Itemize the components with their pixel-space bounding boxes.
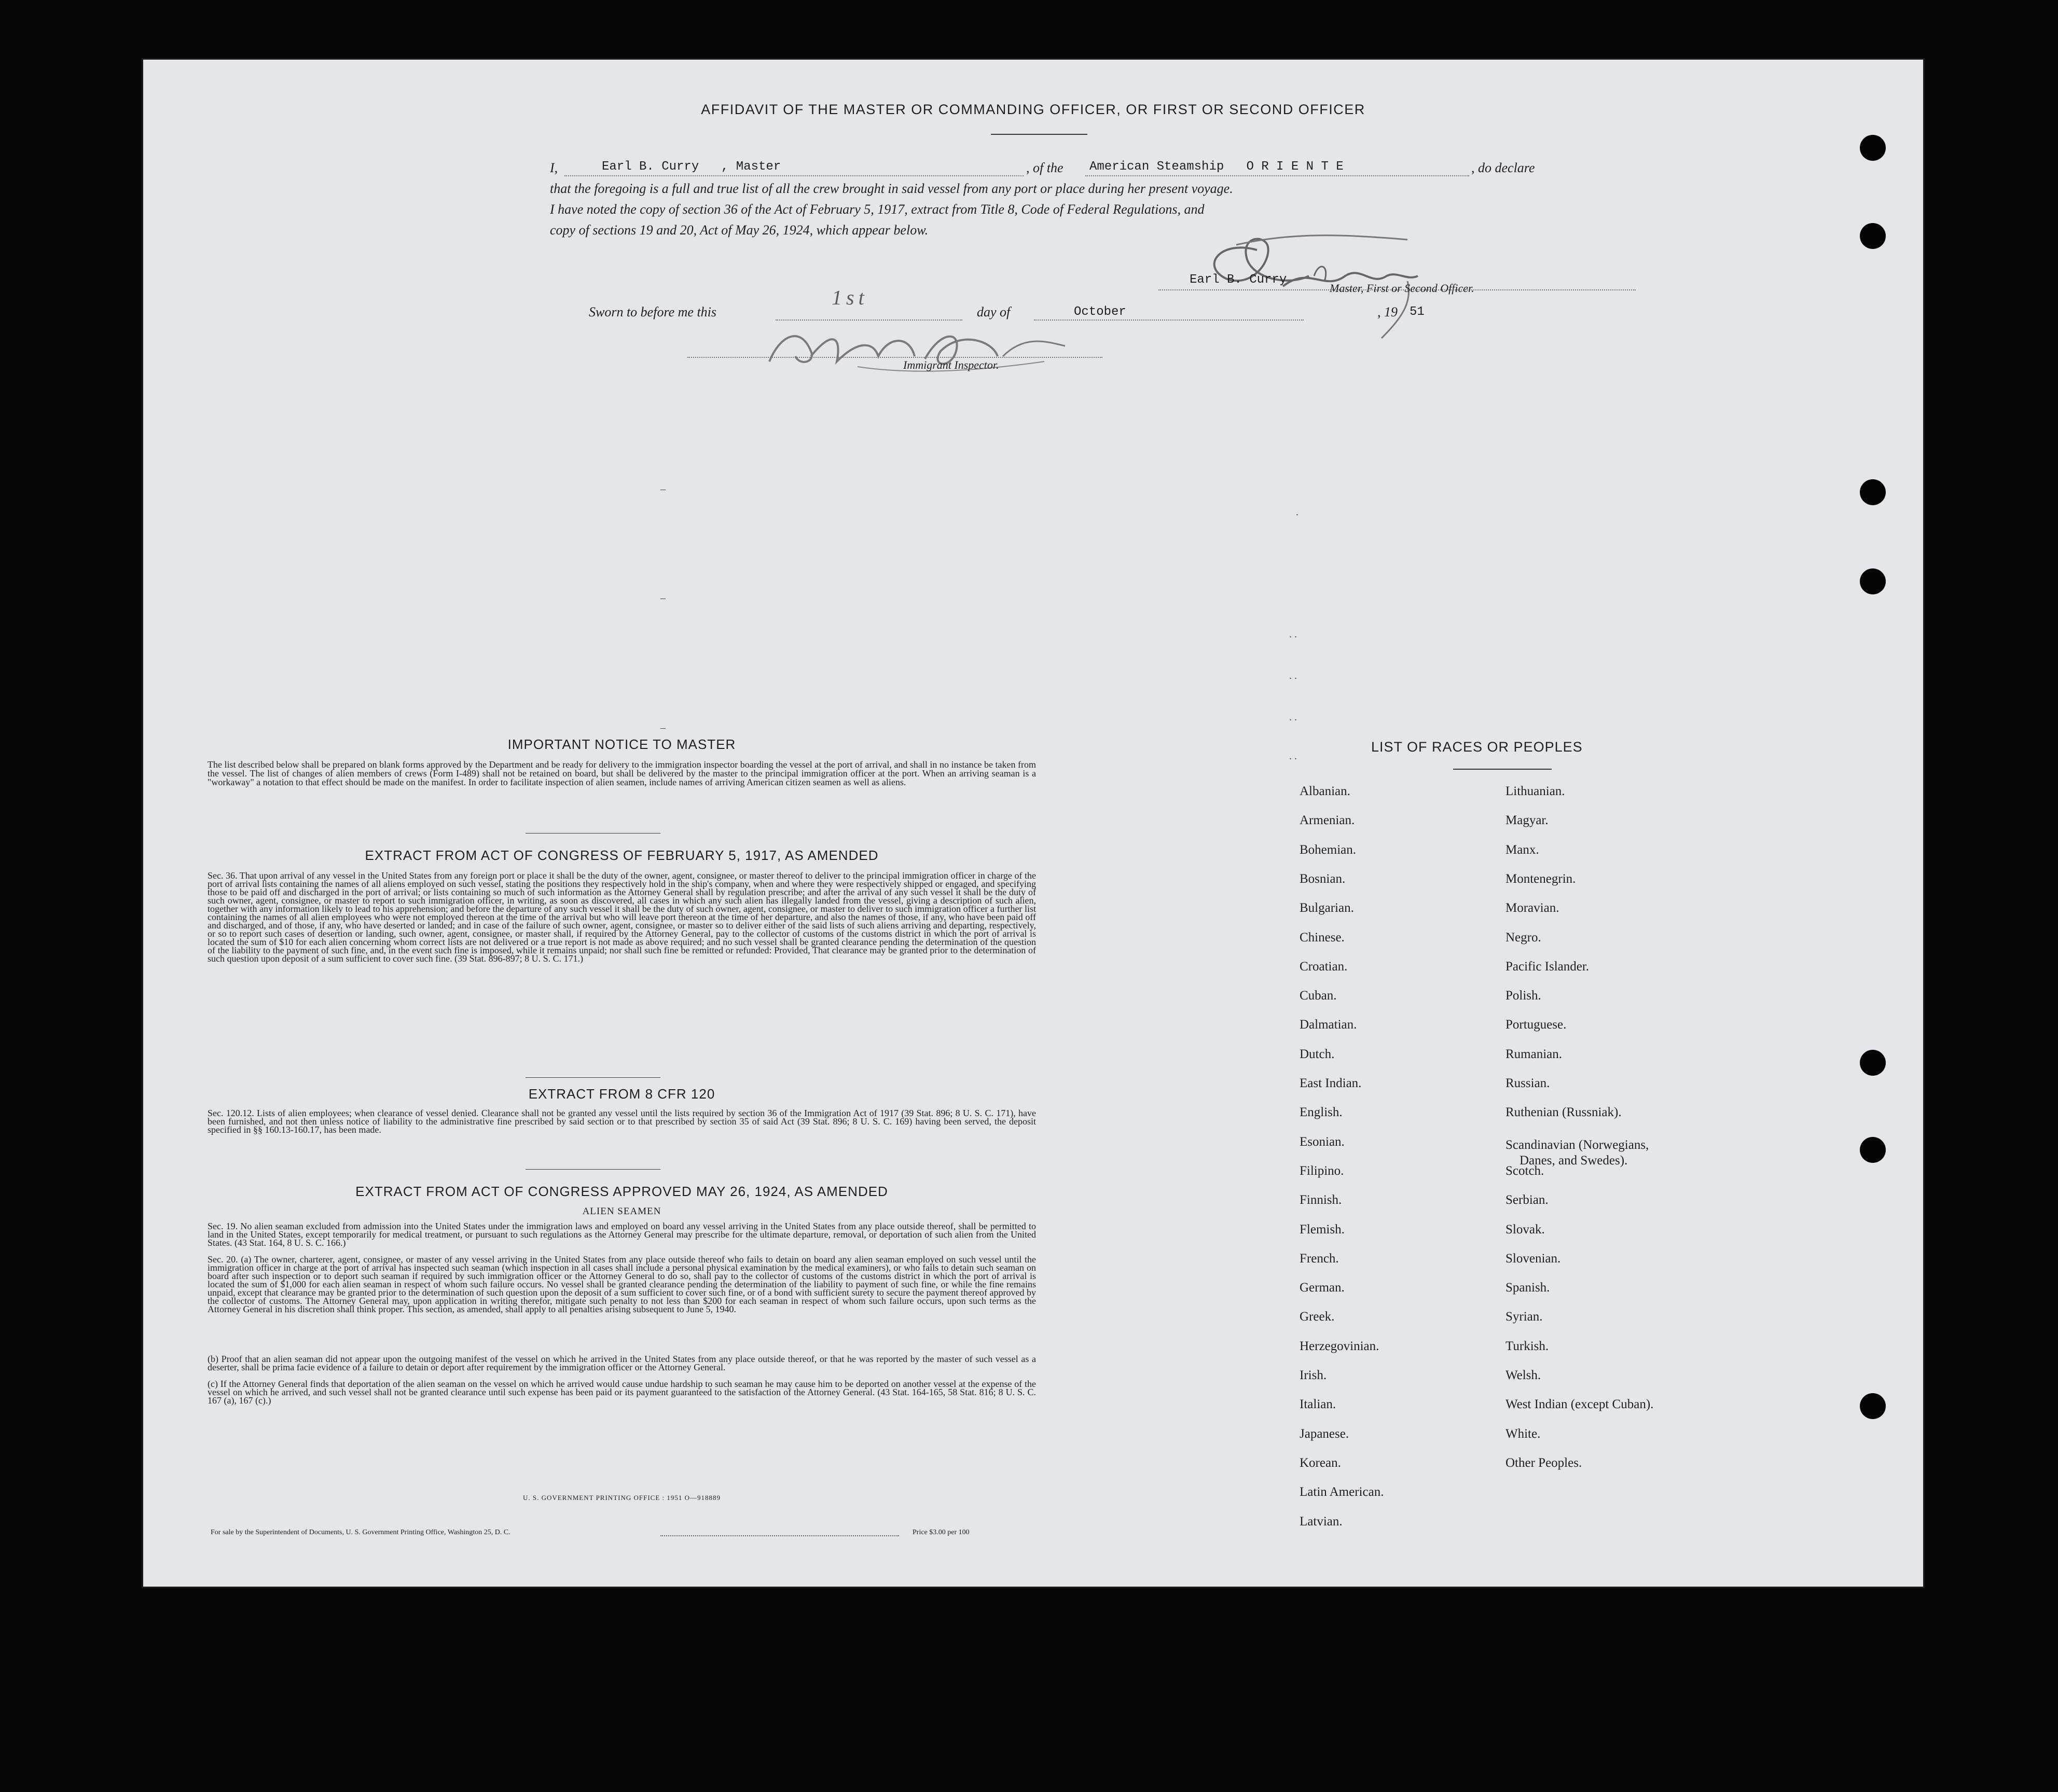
- vessel-name: American Steamship O R I E N T E: [1089, 160, 1344, 174]
- stray-mark: –: [660, 722, 666, 733]
- extract-1917-title: EXTRACT FROM ACT OF CONGRESS OF FEBRUARY 5, 1917, AS AMENDED: [365, 848, 879, 863]
- race-item: Dalmatian.: [1300, 1018, 1357, 1032]
- affidavit-i: I,: [550, 160, 558, 175]
- notice-body: The list described below shall be prepared on blank forms approved by the Department and be ready for delivery to the immigration inspector boarding the vessel at the port of arrival, and shall in no instance be taken from the vessel. The list of changes of alien members of crews (Form I-489) shall not be retained on board, but shall be delivered by the master to the principal immigration officer at the port. When an arriving seaman is a "workaway" a notation to that effect should be made on the manifest. In order to facilitate inspection of alien seamen, include names of arriving American citizen seamen as well as aliens.: [208, 760, 1036, 787]
- race-item: Welsh.: [1505, 1368, 1541, 1382]
- inspector-line: [687, 357, 1102, 358]
- race-item: Albanian.: [1300, 784, 1350, 798]
- affidavit-line-3: I have noted the copy of section 36 of the Act of February 5, 1917, extract from Title 8, Code of Federal Regulations, and: [550, 202, 1205, 217]
- race-item: Pacific Islander.: [1505, 959, 1590, 974]
- name-underline: [564, 175, 1024, 176]
- punch-hole: [1860, 479, 1886, 505]
- extract-1924-sec20b: (b) Proof that an alien seaman did not appear upon the outgoing manifest of the vessel on which he arrived in the United States from any place outside thereof, or that he was reported by the master of such vessel as a deserter, shall be prima facie evidence of a failure to detain or deport after requirement by the immigration officer or the Attorney General.: [208, 1355, 1036, 1372]
- sworn-prefix: Sworn to before me this: [589, 304, 717, 319]
- extract-1924-subtitle: ALIEN SEAMEN: [582, 1206, 661, 1217]
- race-item: Dutch.: [1300, 1047, 1335, 1061]
- punch-hole: [1860, 568, 1886, 594]
- race-item: Slovak.: [1505, 1222, 1545, 1237]
- punch-hole: [1860, 1137, 1886, 1163]
- race-item: Magyar.: [1505, 813, 1549, 828]
- sworn-day: 1st: [832, 286, 868, 309]
- stray-mark: . .: [1289, 712, 1297, 723]
- race-item: Bohemian.: [1300, 842, 1357, 857]
- extract-cfr-title: EXTRACT FROM 8 CFR 120: [528, 1086, 715, 1102]
- printing-office-line: U. S. GOVERNMENT PRINTING OFFICE : 1951 O—918889: [522, 1494, 721, 1502]
- race-item: White.: [1505, 1426, 1541, 1441]
- race-item: Bosnian.: [1300, 871, 1346, 886]
- race-item: Chinese.: [1300, 930, 1345, 944]
- stray-mark: –: [660, 592, 666, 604]
- race-item: Latvian.: [1300, 1514, 1343, 1529]
- footer-price: Price $3.00 per 100: [913, 1529, 970, 1536]
- race-item: West Indian (except Cuban).: [1505, 1397, 1654, 1412]
- master-name: Earl B. Curry: [602, 160, 699, 174]
- race-item: Croatian.: [1300, 959, 1348, 974]
- race-item: Negro.: [1505, 930, 1541, 944]
- race-item: Greek.: [1300, 1310, 1335, 1324]
- race-item: Bulgarian.: [1300, 901, 1354, 915]
- race-item: Herzegovinian.: [1300, 1339, 1379, 1353]
- race-item: Finnish.: [1300, 1193, 1342, 1207]
- race-item: Lithuanian.: [1505, 784, 1565, 798]
- race-item: Latin American.: [1300, 1485, 1384, 1499]
- race-item: Spanish.: [1505, 1281, 1550, 1295]
- master-rank: , Master: [721, 160, 781, 174]
- race-item: Filipino.: [1300, 1163, 1344, 1178]
- document-page: [142, 58, 1925, 1588]
- extract-1917-body: Sec. 36. That upon arrival of any vessel in the United States from any foreign port or place it shall be the duty of the owner, agent, consignee, or master thereof to deliver to the principal immigration officer in charge of the port of arrival lists containing the names of all aliens employed on such vessel, stating the positions they respectively hold in the ship's company, when and where they were respectively shipped or engaged, and specifying those to be paid off and discharged in the port of arrival; or lists containing so much of such information as the Attorney General shall by regulation prescribe; and after the arrival of any such vessel it shall be the duty of such owner, agent, consignee, or master to report to such immigration officer, in writing, as soon as discovered, all cases in which any such alien has illegally landed from the vessel, giving a description of such alien, together with any information likely to lead to his apprehension; and before the departure of any such vessel it shall be the duty of such owner, agent, consignee, or master to deliver to such immigration officer a further list containing the names of all alien employees who were not employed thereon at the time of the arrival but who will leave port thereon at the time of her departure, and also the names of those, if any, who have been paid off and discharged, and of those, if any, who have deserted or landed; and in case of the failure of such owner, agent, consignee, or master so to deliver either of the said lists of such aliens arriving and departing, respectively, or so to report such cases of desertion or landing, such owner, agent, consignee, or master shall, if required by the Attorney General, pay to the collector of customs of the customs district in which the port of arrival is located the sum of $10 for each alien concerning whom correct lists are not delivered or a true report is not made as above required; and no such vessel shall be granted clearance pending the determination of the question of the liability to the payment of such fine, and, in the event such fine is imposed, while it remains unpaid; nor shall such fine be remitted or refunded: Provided, That clearance may be granted prior to the determination of such question upon deposit of a sum sufficient to cover such fine. (39 Stat. 896-897; 8 U. S. C. 171.): [208, 871, 1036, 964]
- year-prefix: , 19: [1377, 304, 1398, 319]
- extract-1924-title: EXTRACT FROM ACT OF CONGRESS APPROVED MAY 26, 1924, AS AMENDED: [355, 1184, 888, 1199]
- race-item: Armenian.: [1300, 813, 1355, 828]
- race-item: Japanese.: [1300, 1426, 1349, 1441]
- title-rule: [991, 134, 1087, 135]
- day-of-label: day of: [977, 304, 1011, 319]
- race-item: Cuban.: [1300, 989, 1337, 1003]
- master-name-signed: Earl B. Curry: [1190, 273, 1287, 287]
- vessel-underline: [1085, 175, 1469, 176]
- sworn-month: October: [1074, 305, 1126, 319]
- footer-leader: [660, 1535, 899, 1536]
- do-declare-label: , do declare: [1471, 160, 1535, 175]
- race-item: French.: [1300, 1251, 1339, 1266]
- punch-hole: [1860, 223, 1886, 249]
- race-item: Scotch.: [1505, 1163, 1544, 1178]
- race-item: Russian.: [1505, 1076, 1550, 1090]
- stray-mark: . .: [1289, 670, 1297, 682]
- race-item: Ruthenian (Russniak).: [1505, 1105, 1622, 1120]
- race-item: English.: [1300, 1105, 1343, 1120]
- race-item: Syrian.: [1505, 1310, 1543, 1324]
- race-item: Other Peoples.: [1505, 1455, 1582, 1470]
- stray-mark: . .: [1289, 751, 1297, 762]
- affidavit-line-4: copy of sections 19 and 20, Act of May 26, 1924, which appear below.: [550, 223, 929, 238]
- affidavit-line-1: [550, 158, 1691, 178]
- race-item: Danes, and Swedes).: [1520, 1153, 1628, 1168]
- stray-mark: . .: [1289, 629, 1297, 640]
- race-item: Esonian.: [1300, 1134, 1345, 1149]
- race-item: Rumanian.: [1505, 1047, 1563, 1061]
- extract-cfr-body: Sec. 120.12. Lists of alien employees; when clearance of vessel denied. Clearance shall not be granted any vessel until the lists required by section 36 of the Immigration Act of 1917 (39 Stat. 896; 8 U. S. C. 171), have been furnished, and not then unless notice of liability to the administrative fine prescribed by said section or to that prescribed by section 35 of said Act (39 Stat. 896; 8 U. S. C. 169) having been served, the deposit specified in §§ 160.13-160.17, has been made.: [208, 1109, 1036, 1135]
- extract-1924-sec19: Sec. 19. No alien seaman excluded from admission into the United States under the immigration laws and employed on board any vessel arriving in the United States from any place outside thereof, shall be permitted to land in the United States, except temporarily for medical treatment, or pursuant to such regulations as the Attorney General may prescribe for the ultimate departure, removal, or deportation of such alien from the United States. (43 Stat. 164, 8 U. S. C. 166.): [208, 1222, 1036, 1248]
- races-title-rule: [1453, 769, 1552, 770]
- of-the-label: , of the: [1026, 160, 1063, 175]
- race-item: Flemish.: [1300, 1222, 1345, 1237]
- extract-1924-sec20a: Sec. 20. (a) The owner, charterer, agent, consignee, or master of any vessel arriving in the United States from any place outside thereof who fails to detain on board any alien seaman employed on such vessel until the immigration officer in charge at the port of arrival has inspected such seaman (which inspection in all cases shall include a personal physical examination by the medical examiners), or who fails to detain such seaman on board after such inspection or to deport such seaman if required by such immigration officer or the Attorney General to do so, shall pay to the collector of customs of the customs district in which the port of arrival is located the sum of $1,000 for each alien seaman in respect of whom such failure occurs. No vessel shall be granted clearance pending the determination of the liability to payment of such fine, or while the fine remains unpaid, except that clearance may be granted prior to the determination of such question upon the deposit of a sum sufficient to cover such fine, or of a bond with sufficient surety to secure the payment thereof approved by the collector of customs. The Attorney General may, upon application in writing therefor, mitigate such penalty to not less than $200 for each seaman in respect of whom such failure occurs, upon such terms as the Attorney General in his discretion shall think proper. This section, as amended, shall apply to all penalties arising subsequent to June 5, 1940.: [208, 1255, 1036, 1314]
- punch-hole: [1860, 1393, 1886, 1419]
- punch-hole: [1860, 135, 1886, 161]
- footer-sale-note: For sale by the Superintendent of Documents, U. S. Government Printing Office, Washington 25, D. C.: [211, 1529, 510, 1536]
- sworn-year: 51: [1410, 305, 1425, 319]
- extract-1924-sec20c: (c) If the Attorney General finds that deportation of the alien seaman on the vessel on which he arrived would cause undue hardship to such seaman he may cause him to be deported on another vessel at the expense of the vessel on which he arrived, and such vessel shall not be granted clearance until such expense has been paid or its payment guaranteed to the satisfaction of the Attorney General. (43 Stat. 164-165, 58 Stat. 816; 8 U. S. C. 167 (a), 167 (c).): [208, 1380, 1036, 1406]
- race-item: Korean.: [1300, 1455, 1341, 1470]
- race-item: German.: [1300, 1281, 1345, 1295]
- race-item: Irish.: [1300, 1368, 1327, 1382]
- race-item: Serbian.: [1505, 1193, 1549, 1207]
- signer-caption: Master, First or Second Officer.: [1330, 282, 1474, 295]
- race-item: Moravian.: [1505, 901, 1559, 915]
- race-item: Scandinavian (Norwegians,: [1505, 1137, 1649, 1152]
- affidavit-title: AFFIDAVIT OF THE MASTER OR COMMANDING OFFICER, OR FIRST OR SECOND OFFICER: [701, 102, 1365, 117]
- extract-1917-rule: [526, 1077, 660, 1078]
- stray-mark: ·: [1295, 509, 1299, 521]
- notice-title: IMPORTANT NOTICE TO MASTER: [507, 737, 736, 752]
- race-item: Turkish.: [1505, 1339, 1549, 1353]
- race-item: Montenegrin.: [1505, 871, 1576, 886]
- races-title: LIST OF RACES OR PEOPLES: [1371, 739, 1583, 755]
- punch-hole: [1860, 1050, 1886, 1076]
- race-item: Polish.: [1505, 989, 1541, 1003]
- race-item: Manx.: [1505, 842, 1539, 857]
- race-item: Italian.: [1300, 1397, 1336, 1412]
- race-item: Portuguese.: [1505, 1018, 1567, 1032]
- stray-mark: –: [660, 483, 666, 495]
- race-item: East Indian.: [1300, 1076, 1362, 1090]
- notice-rule: [526, 833, 660, 834]
- race-item: Slovenian.: [1505, 1251, 1561, 1266]
- extract-cfr-rule: [526, 1169, 660, 1170]
- affidavit-line-2: that the foregoing is a full and true list of all the crew brought in said vessel from any port or place during her present voyage.: [550, 181, 1233, 196]
- inspector-caption: Immigrant Inspector.: [903, 358, 999, 371]
